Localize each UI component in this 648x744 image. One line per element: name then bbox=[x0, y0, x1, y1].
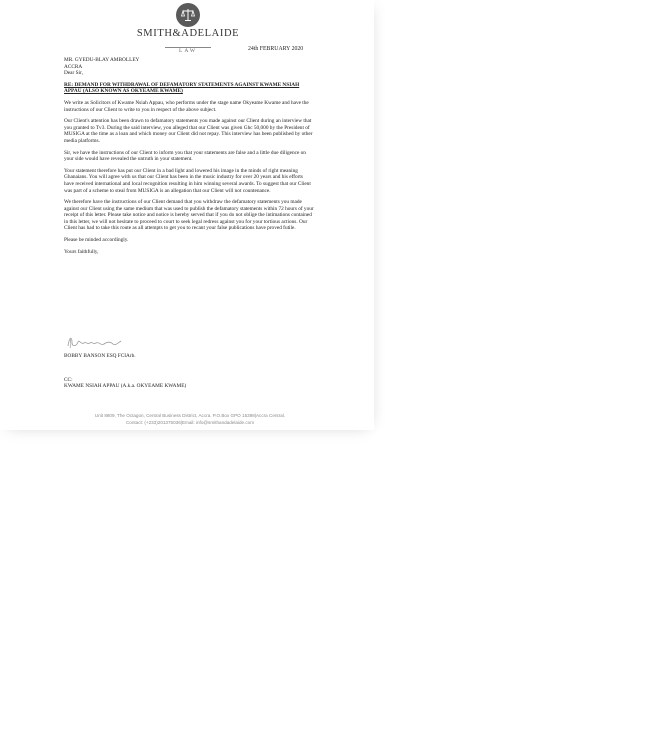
paragraph-4: Your statement therefore has put our Client in a bad light and lowered his image in the minds of right meaning Ghanaians. You will agree with us that our Client has been in the music industry for over 20 years and his efforts have received international and local recognition resulting in him winning several awards. To suggest that our Client was part of a scheme to steal from MUSIGA is an allegation that our Client will not countenance. bbox=[64, 167, 311, 194]
handwritten-signature bbox=[66, 333, 124, 351]
paragraph-6: Please be minded accordingly. bbox=[64, 237, 129, 244]
firm-subtitle: LAW bbox=[165, 47, 211, 54]
letterhead-logo bbox=[136, 3, 240, 54]
subject-line: RE: DEMAND FOR WITHDRAWAL OF DEFAMATORY STATEMENTS AGAINST KWAME NSIAH APPAU (ALSO KNOWN AS OKYEAME KWAME) bbox=[64, 81, 300, 95]
paragraph-2: Our Client's attention has been drawn to defamatory statements you made against our Client during an interview that you granted to Tv3. During the said interview, you alleged that our Client was given Ghc 50,000 by the President of MUSIGA at the time as a loan and which money our Client did not repay. This interview has been published by other media platforms. bbox=[64, 118, 313, 144]
paragraph-1: We write as Solicitors of Kwame Nsiah Appau, who performs under the stage name Okyeame Kwame and have the instructions of our Client to write to you in respect of the above subject. bbox=[64, 99, 309, 113]
recipient-city: ACCRA bbox=[64, 63, 83, 70]
firm-name: SMITH&ADELAIDE bbox=[136, 28, 240, 39]
footer-address: Unit 8809, The Octagon, Central Business District, Accra. P.O.Box GPO 15398|Accra Central. bbox=[94, 413, 286, 418]
footer-contact: Contact: (+233)201375036|Email: info@smithandadelaide.com bbox=[125, 420, 255, 425]
closing: Yours faithfully, bbox=[64, 248, 99, 255]
recipient-address bbox=[64, 57, 314, 70]
signer-name: BOBBY BANSON ESQ FCIArb. bbox=[64, 353, 136, 359]
salutation: Dear Sir, bbox=[64, 70, 83, 77]
paragraph-5: We therefore have the instructions of our Client demand that you withdraw the defamatory statements you made against our Client using the same medium that was used to publish the defamatory statements within 72 hours of your receipt of this letter. Please take notice and notice is hereby served that if you do not oblige the intimations contained in this letter, we will not hesitate to proceed to court to seek legal redress against you for your tortious actions. Our Client has had to take this route as all attempts to get you to recant your false publications have proved futile. bbox=[64, 199, 314, 232]
cc-recipient: KWAME NSIAH APPAU (A.k.a. OKYEAME KWAME) bbox=[64, 383, 187, 389]
letter-body bbox=[64, 57, 314, 260]
paragraph-3: Sir, we have the instructions of our Client to inform you that your statements are false and a little due diligence on your side would have revealed the untruth in your statement. bbox=[64, 149, 306, 163]
letter-page bbox=[0, 0, 374, 430]
letter-footer bbox=[40, 412, 340, 426]
recipient-name: MR. GYEDU-BLAY AMBOLLEY bbox=[64, 57, 140, 63]
scales-of-justice-icon bbox=[176, 3, 200, 27]
cc-label: CC: bbox=[64, 377, 73, 383]
letter-date: 24th FEBRUARY 2020 bbox=[248, 46, 304, 52]
